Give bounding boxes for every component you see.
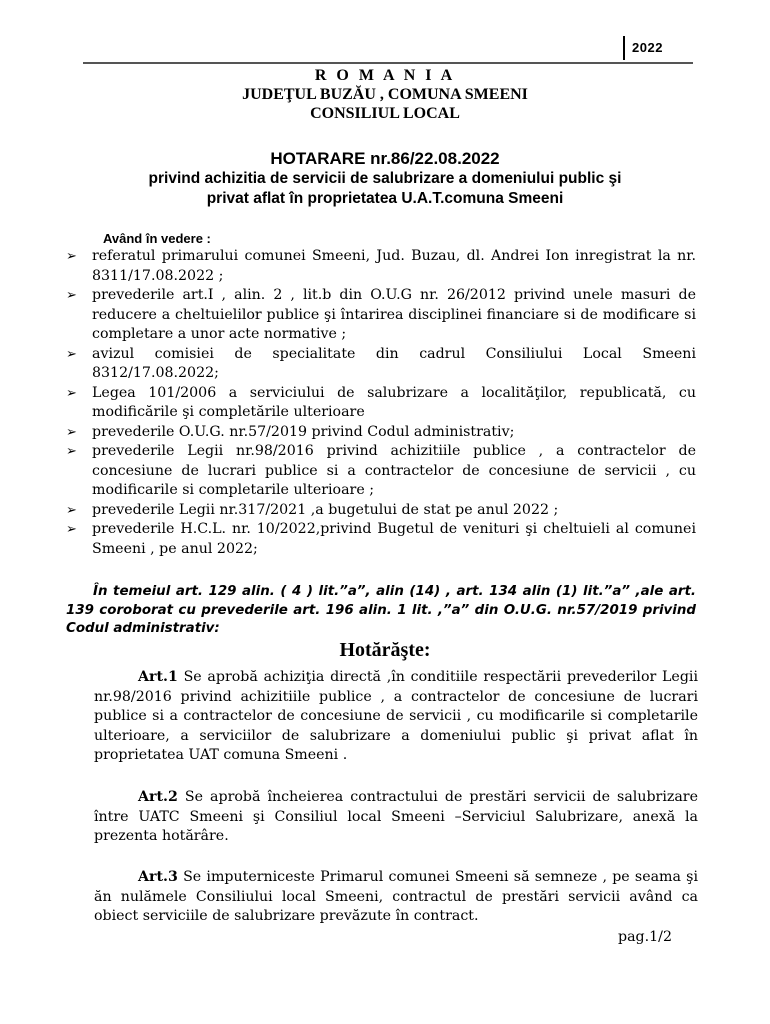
- header-rule: [83, 62, 693, 64]
- arrow-bullet-icon: ➢: [66, 249, 77, 264]
- country-name: R O M A N I A: [314, 67, 456, 84]
- article-text: Se aprobă încheierea contractului de prestări servicii de salubrizare între UATC Smeeni şi Consiliul local Smeeni –Serviciul Salubrizare, anexă la prezenta hotărâre.: [94, 789, 698, 845]
- decides-heading: Hotărăşte:: [339, 639, 431, 661]
- decision-title: [0, 149, 770, 209]
- considering-list: [66, 247, 696, 559]
- list-item: ➢ referatul primarului comunei Smeeni, Jud. Buzau, dl. Andrei Ion inregistrat la nr. 8311/17.08.2022 ;: [66, 248, 696, 284]
- article-label: Art.2: [138, 789, 178, 805]
- list-item: ➢ prevederile O.U.G. nr.57/2019 privind Codul administrativ;: [66, 423, 696, 443]
- decision-number: HOTARARE nr.86/22.08.2022: [270, 149, 500, 168]
- document-year: 2022: [623, 36, 663, 60]
- arrow-bullet-icon: ➢: [66, 424, 77, 440]
- article-label: Art.1: [138, 669, 178, 685]
- arrow-bullet-icon: ➢: [66, 288, 77, 303]
- decision-subject-line2: privat aflat în proprietatea U.A.T.comuna Smeeni: [206, 190, 564, 207]
- legal-basis: În temeiul art. 129 alin. ( 4 ) lit.”a”, alin (14) , art. 134 alin (1) lit.”a” ,ale art. 139 coroborat cu prevederile art. 196 alin. 1 lit. ,”a” din O.U.G. nr.57/2019 privind Codul administrativ:: [66, 584, 696, 636]
- article-text: Se aprobă achiziţia directă ,în conditiile respectării prevederilor Legii nr.98/2016 privind achizitiile publice , a contractelor de concesiune de lucrari publice si a contractelor de concesiune de servicii , cu modificarile si completarile ulterioare, a serviciilor de salubrizare a domeniului public şi privat aflat în proprietatea UAT comuna Smeeni .: [94, 669, 698, 764]
- page-number: pag.1/2: [618, 929, 672, 945]
- list-item: ➢ Legea 101/2006 a serviciului de salubrizare a localităţilor, republicată, cu modificările şi completările ulterioare: [66, 384, 696, 420]
- article-label: Art.3: [138, 869, 178, 885]
- list-item: ➢ prevederile Legii nr.317/2021 ,a bugetului de stat pe anul 2022 ;: [66, 501, 696, 521]
- county-commune: JUDEŢUL BUZĂU , COMUNA SMEENI: [242, 86, 528, 103]
- arrow-bullet-icon: ➢: [66, 444, 77, 459]
- article-3: [94, 868, 698, 927]
- arrow-bullet-icon: ➢: [66, 346, 77, 362]
- article-text: Se imputerniceste Primarul comunei Smeeni să semneze , pe seama şi ăn nulămele Consiliului local Smeeni, contractul de prestări servicii având ca obiect serviciile de salubrizare prevăzute în contract.: [94, 869, 698, 925]
- issuer-header: [0, 66, 770, 123]
- council-name: CONSILIUL LOCAL: [310, 105, 460, 122]
- article-1: [94, 668, 698, 766]
- arrow-bullet-icon: ➢: [66, 502, 77, 518]
- list-item: ➢ prevederile art.I , alin. 2 , lit.b din O.U.G nr. 26/2012 privind unele masuri de reducere a cheltuielilor publice şi întarirea disciplinei financiare si de modificare si completare a unor acte normative ;: [66, 287, 696, 342]
- considering-heading: Având în vedere :: [103, 231, 211, 246]
- arrow-bullet-icon: ➢: [66, 522, 77, 537]
- list-item: ➢ prevederile H.C.L. nr. 10/2022,privind Bugetul de venituri şi cheltuieli al comunei Smeeni , pe anul 2022;: [66, 521, 696, 557]
- arrow-bullet-icon: ➢: [66, 385, 77, 401]
- list-item: ➢ avizul comisiei de specialitate din cadrul Consiliului Local Smeeni 8312/17.08.2022;: [66, 345, 696, 381]
- decision-subject-line1: privind achizitia de servicii de salubrizare a domeniului public şi: [148, 170, 622, 187]
- list-item: ➢ prevederile Legii nr.98/2016 privind achizitiile publice , a contractelor de concesiune de lucrari publice si a contractelor de concesiune de servicii , cu modificarile si completarile ulterioare ;: [66, 443, 696, 498]
- article-2: [94, 788, 698, 847]
